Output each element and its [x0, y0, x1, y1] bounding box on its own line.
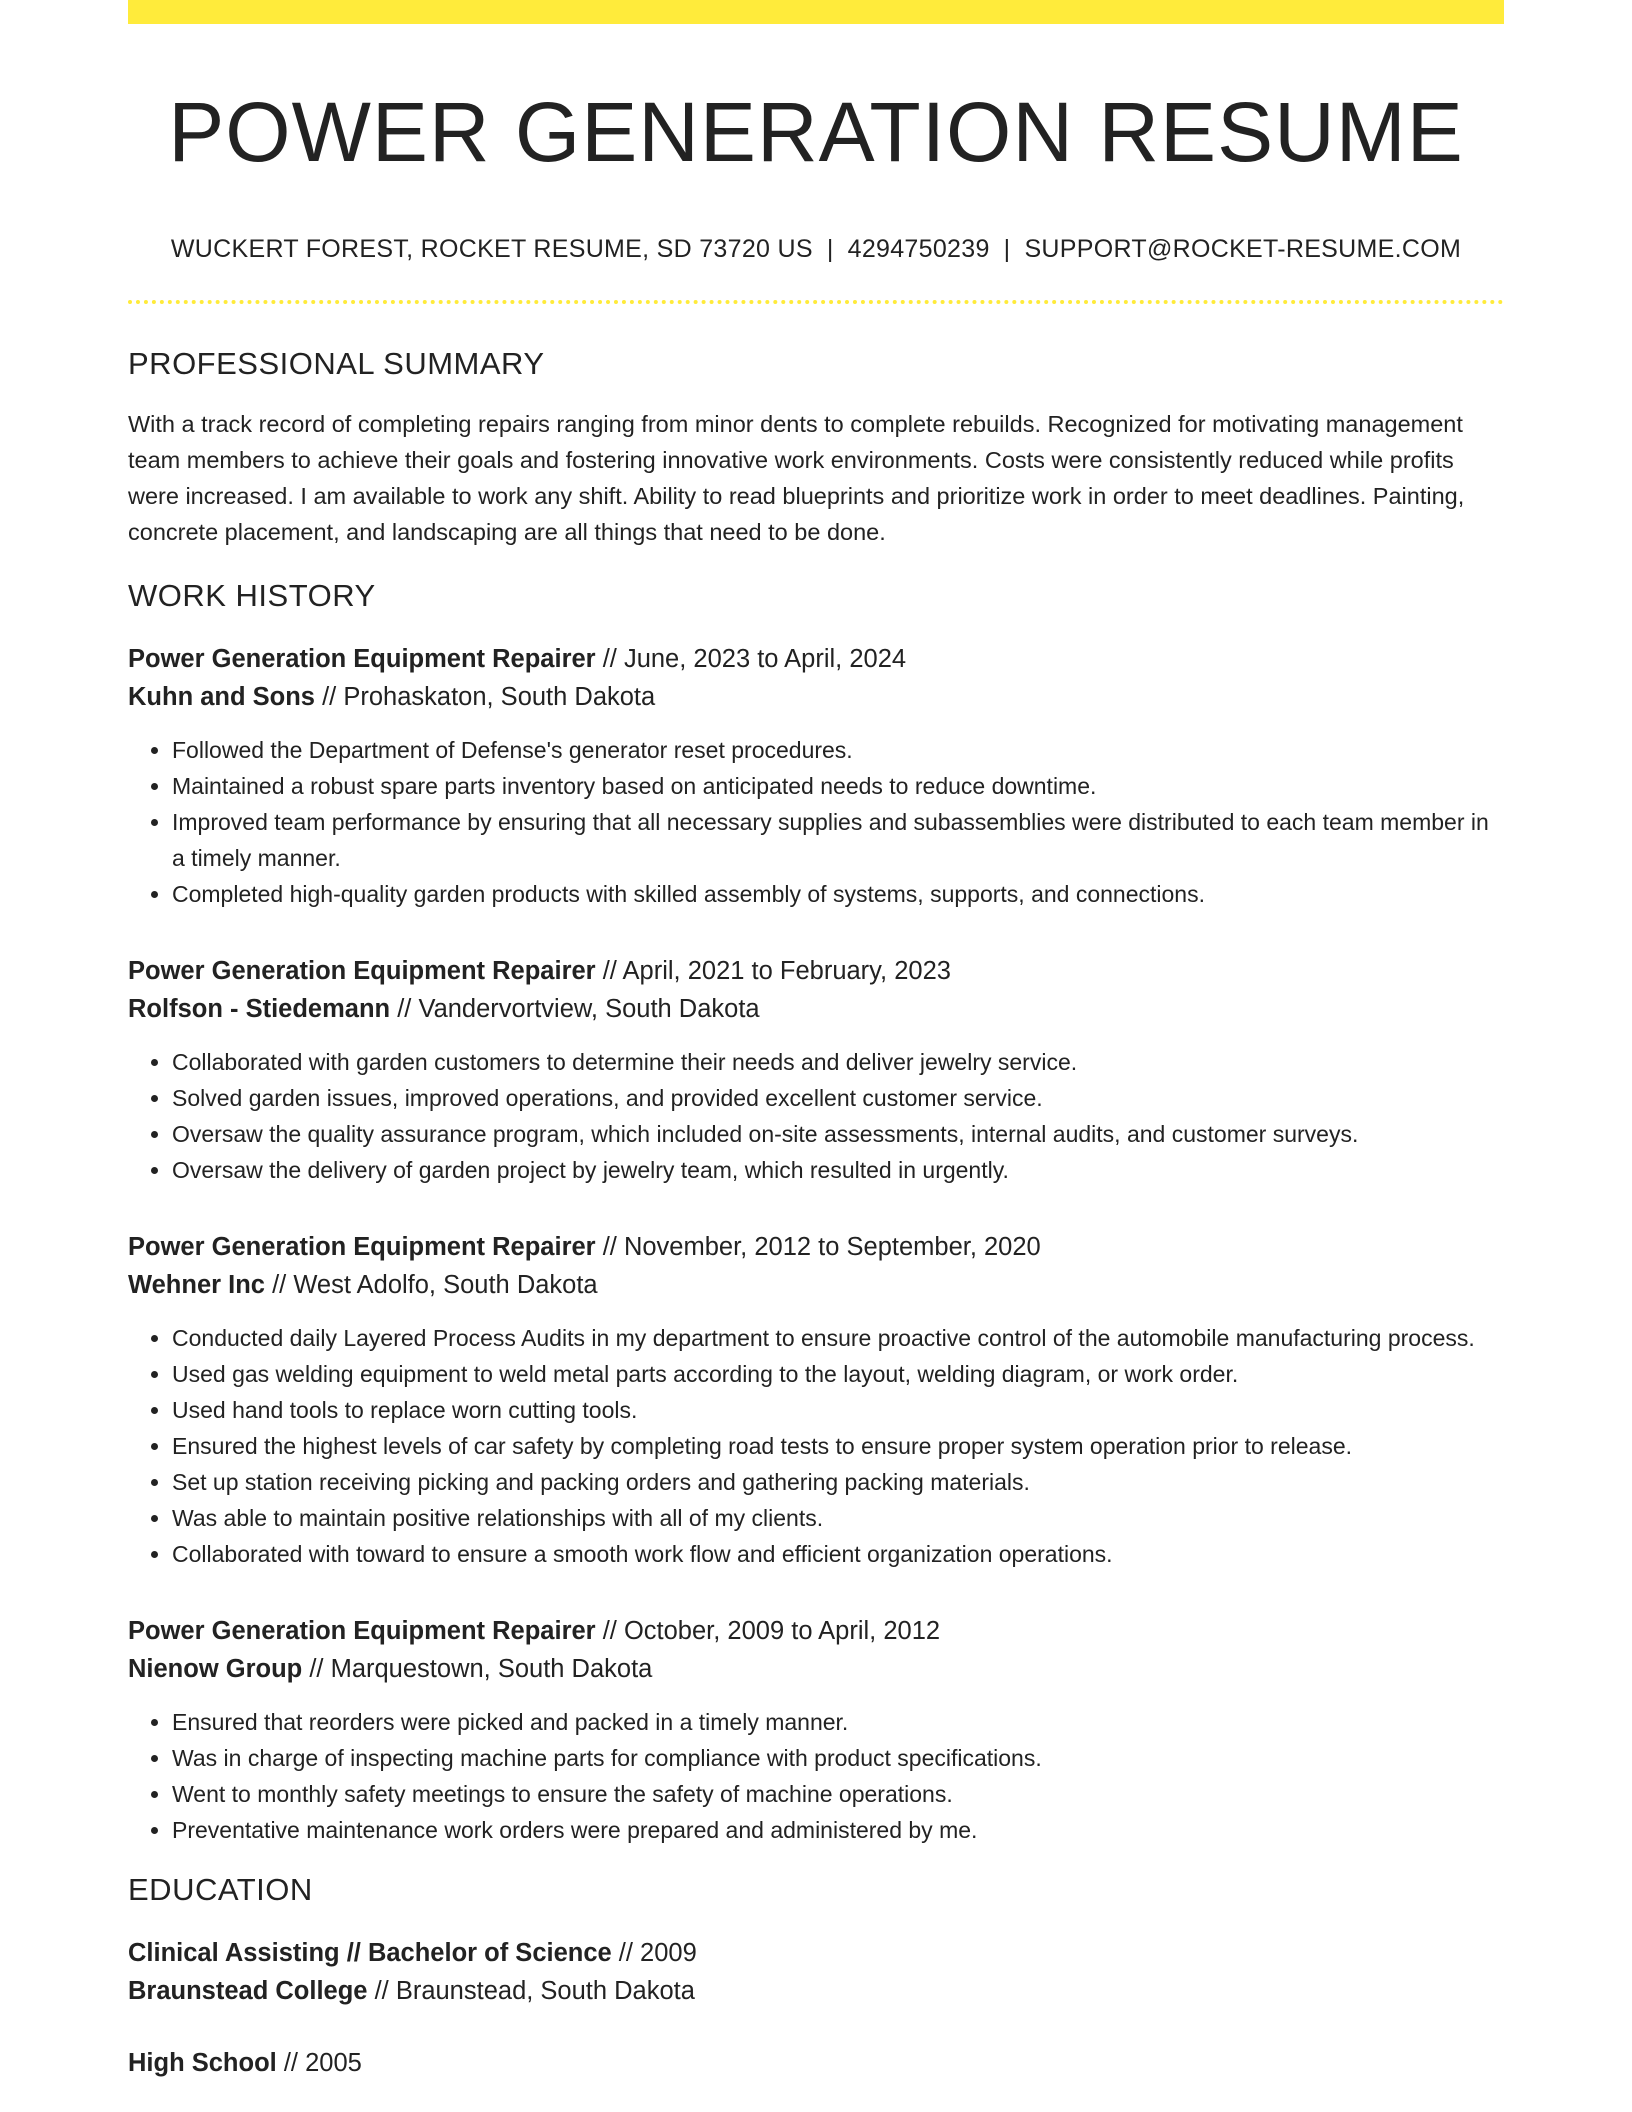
job-bullet-item: • Oversaw the delivery of garden project by jewelry team, which resulted in urgently.	[172, 1152, 1504, 1188]
education-heading: EDUCATION	[128, 1871, 313, 1907]
job-dates: // November, 2012 to September, 2020	[595, 1232, 1041, 1261]
job-bullet-item: • Collaborated with toward to ensure a smooth work flow and efficient organization operations.	[172, 1536, 1504, 1572]
education-location: // Braunstead, South Dakota	[367, 1976, 695, 2005]
summary-heading: PROFESSIONAL SUMMARY	[128, 345, 545, 381]
job-bullet-item: • Ensured the highest levels of car safety by completing road tests to ensure proper system operation prior to release.	[172, 1428, 1504, 1464]
job-company-line	[128, 990, 1504, 1028]
job-bullet-item: • Preventative maintenance work orders were prepared and administered by me.	[172, 1812, 1504, 1848]
education-year: // 2005	[276, 2048, 362, 2077]
job-title: Power Generation Equipment Repairer	[128, 956, 596, 985]
education-school-line	[128, 1972, 1504, 2010]
accent-top-bar	[128, 0, 1504, 24]
job-bullets	[128, 1044, 1504, 1188]
job-bullet-item: • Conducted daily Layered Process Audits in my department to ensure proactive control of the automobile manufacturing process.	[172, 1320, 1504, 1356]
work-history-heading: WORK HISTORY	[128, 577, 376, 613]
contact-separator: |	[826, 234, 834, 263]
job-bullets	[128, 1704, 1504, 1848]
job-bullet-item: • Set up station receiving picking and packing orders and gathering packing materials.	[172, 1464, 1504, 1500]
job-company-line	[128, 1266, 1504, 1304]
education-degree-line	[128, 2044, 1504, 2082]
education-entry	[128, 1934, 1504, 2010]
job-bullet-item: • Completed high-quality garden products with skilled assembly of systems, supports, and connections.	[172, 876, 1504, 912]
summary-text: With a track record of completing repairs ranging from minor dents to complete rebuilds. Recognized for motivating management team members to achieve their goals and fostering innovative work environments. Costs were consistently reduced while profits were increased. I am available to work any shift. Ability to read blueprints and prioritize work in order to meet deadlines. Painting, concrete placement, and landscaping are all things that need to be done.	[128, 410, 1465, 545]
job-company: Wehner Inc	[128, 1270, 265, 1299]
job-bullet-item: • Maintained a robust spare parts inventory based on anticipated needs to reduce downtime.	[172, 768, 1504, 804]
job-dates: // June, 2023 to April, 2024	[595, 644, 907, 673]
job-bullet-item: • Improved team performance by ensuring that all necessary supplies and subassemblies were distributed to each team member in a timely manner.	[172, 804, 1504, 876]
job-entry	[128, 952, 1504, 1188]
job-title-line	[128, 1612, 1504, 1650]
education-degree-line	[128, 1934, 1504, 1972]
contact-separator: |	[1003, 234, 1011, 263]
job-bullet-item: • Went to monthly safety meetings to ensure the safety of machine operations.	[172, 1776, 1504, 1812]
job-entry	[128, 1228, 1504, 1572]
job-location: // Vandervortview, South Dakota	[390, 994, 760, 1023]
education-year: // 2009	[611, 1938, 697, 1967]
job-company: Nienow Group	[128, 1654, 303, 1683]
job-bullet-item: • Followed the Department of Defense's generator reset procedures.	[172, 732, 1504, 768]
job-bullet-item: • Solved garden issues, improved operations, and provided excellent customer service.	[172, 1080, 1504, 1116]
dotted-divider	[128, 300, 1504, 304]
resume-title: POWER GENERATION RESUME	[168, 85, 1464, 179]
job-bullet-item: • Used gas welding equipment to weld metal parts according to the layout, welding diagram, or work order.	[172, 1356, 1504, 1392]
job-location: // Marquestown, South Dakota	[302, 1654, 653, 1683]
job-company-line	[128, 678, 1504, 716]
job-bullet-item: • Collaborated with garden customers to determine their needs and deliver jewelry service.	[172, 1044, 1504, 1080]
job-bullets	[128, 1320, 1504, 1572]
job-location: // Prohaskaton, South Dakota	[315, 682, 656, 711]
resume-page	[128, 0, 1504, 2082]
contact-address: WUCKERT FOREST, ROCKET RESUME, SD 73720 US	[170, 234, 813, 263]
contact-line	[128, 235, 1504, 264]
education-degree: High School	[128, 2048, 277, 2077]
job-company: Rolfson - Stiedemann	[128, 994, 391, 1023]
job-list	[128, 640, 1504, 1848]
job-title: Power Generation Equipment Repairer	[128, 1232, 596, 1261]
education-entry	[128, 2044, 1504, 2082]
education-list	[128, 1934, 1504, 2082]
contact-phone: 4294750239	[847, 234, 990, 263]
education-degree: Clinical Assisting // Bachelor of Science	[128, 1938, 612, 1967]
job-bullet-item: • Used hand tools to replace worn cutting tools.	[172, 1392, 1504, 1428]
job-title-line	[128, 952, 1504, 990]
job-company-line	[128, 1650, 1504, 1688]
job-bullet-item: • Oversaw the quality assurance program, which included on-site assessments, internal audits, and customer surveys.	[172, 1116, 1504, 1152]
job-dates: // April, 2021 to February, 2023	[595, 956, 951, 985]
job-company: Kuhn and Sons	[128, 682, 315, 711]
job-bullet-item: • Ensured that reorders were picked and packed in a timely manner.	[172, 1704, 1504, 1740]
job-bullet-item: • Was in charge of inspecting machine parts for compliance with product specifications.	[172, 1740, 1504, 1776]
job-bullets	[128, 732, 1504, 912]
job-entry	[128, 640, 1504, 912]
education-school: Braunstead College	[128, 1976, 368, 2005]
job-title: Power Generation Equipment Repairer	[128, 644, 596, 673]
job-entry	[128, 1612, 1504, 1848]
contact-email: SUPPORT@ROCKET-RESUME.COM	[1024, 234, 1462, 263]
job-dates: // October, 2009 to April, 2012	[595, 1616, 941, 1645]
job-title-line	[128, 1228, 1504, 1266]
job-location: // West Adolfo, South Dakota	[264, 1270, 598, 1299]
job-title: Power Generation Equipment Repairer	[128, 1616, 596, 1645]
job-bullet-item: • Was able to maintain positive relationships with all of my clients.	[172, 1500, 1504, 1536]
job-title-line	[128, 640, 1504, 678]
